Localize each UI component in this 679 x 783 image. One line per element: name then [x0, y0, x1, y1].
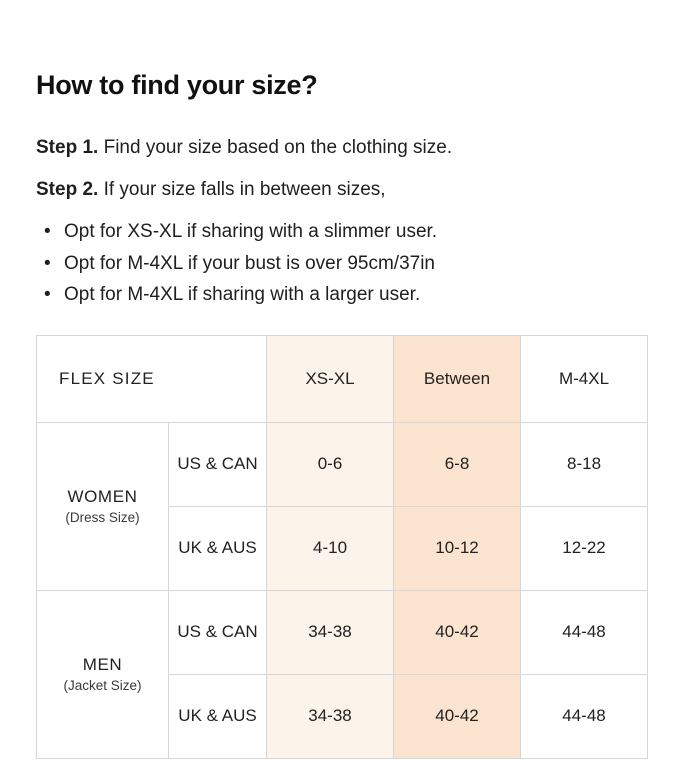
region-women-uk-aus: UK & AUS [169, 506, 267, 590]
group-men-name: MEN [82, 655, 123, 675]
cell-men-uk-m-4xl: 44-48 [521, 674, 648, 758]
step-1-text: Find your size based on the clothing size. [98, 137, 453, 158]
group-women [37, 422, 169, 590]
bullet-dot-icon: • [44, 284, 51, 306]
step-1 [36, 135, 643, 161]
group-men-sub: (Jacket Size) [63, 678, 142, 694]
list-item-text: Opt for M-4XL if sharing with a larger user. [64, 284, 421, 306]
flex-size-header: FLEX SIZE [37, 335, 267, 422]
step-2-text: If your size falls in between sizes, [98, 178, 386, 200]
page-title: How to find your size? [36, 70, 318, 100]
step-2-lead: Step 2. [36, 178, 99, 200]
table-row [37, 422, 648, 506]
column-header-xs-xl: XS-XL [267, 335, 394, 422]
step-1-lead: Step 1. [36, 137, 99, 158]
cell-men-us-m-4xl: 44-48 [521, 590, 648, 674]
cell-men-uk-between: 40-42 [394, 674, 521, 758]
region-men-uk-aus: UK & AUS [169, 674, 267, 758]
cell-women-us-xs-xl: 0-6 [267, 422, 394, 506]
cell-women-us-between: 6-8 [394, 422, 521, 506]
table-header-row [37, 335, 648, 422]
cell-women-uk-m-4xl: 12-22 [521, 506, 648, 590]
table-row [37, 590, 648, 674]
bullet-dot-icon: • [44, 221, 51, 243]
cell-men-us-xs-xl: 34-38 [267, 590, 394, 674]
cell-women-us-m-4xl: 8-18 [521, 422, 648, 506]
size-chart-table [36, 335, 648, 759]
step-2 [36, 177, 643, 203]
column-header-between: Between [394, 335, 521, 422]
list-item [36, 218, 643, 246]
list-item-text: Opt for M-4XL if your bust is over 95cm/37in [64, 252, 436, 274]
size-table-container [36, 335, 643, 759]
list-item [36, 281, 643, 309]
group-women-sub: (Dress Size) [65, 510, 140, 526]
group-women-name: WOMEN [67, 487, 138, 507]
list-item-text: Opt for XS-XL if sharing with a slimmer user. [64, 221, 438, 243]
cell-men-uk-xs-xl: 34-38 [267, 674, 394, 758]
cell-women-uk-between: 10-12 [394, 506, 521, 590]
cell-men-us-between: 40-42 [394, 590, 521, 674]
region-men-us-can: US & CAN [169, 590, 267, 674]
group-men [37, 590, 169, 758]
list-item [36, 250, 643, 278]
cell-women-uk-xs-xl: 4-10 [267, 506, 394, 590]
region-women-us-can: US & CAN [169, 422, 267, 506]
column-header-m-4xl: M-4XL [521, 335, 648, 422]
bullet-dot-icon: • [44, 252, 51, 274]
step-2-bullet-list [36, 218, 643, 309]
